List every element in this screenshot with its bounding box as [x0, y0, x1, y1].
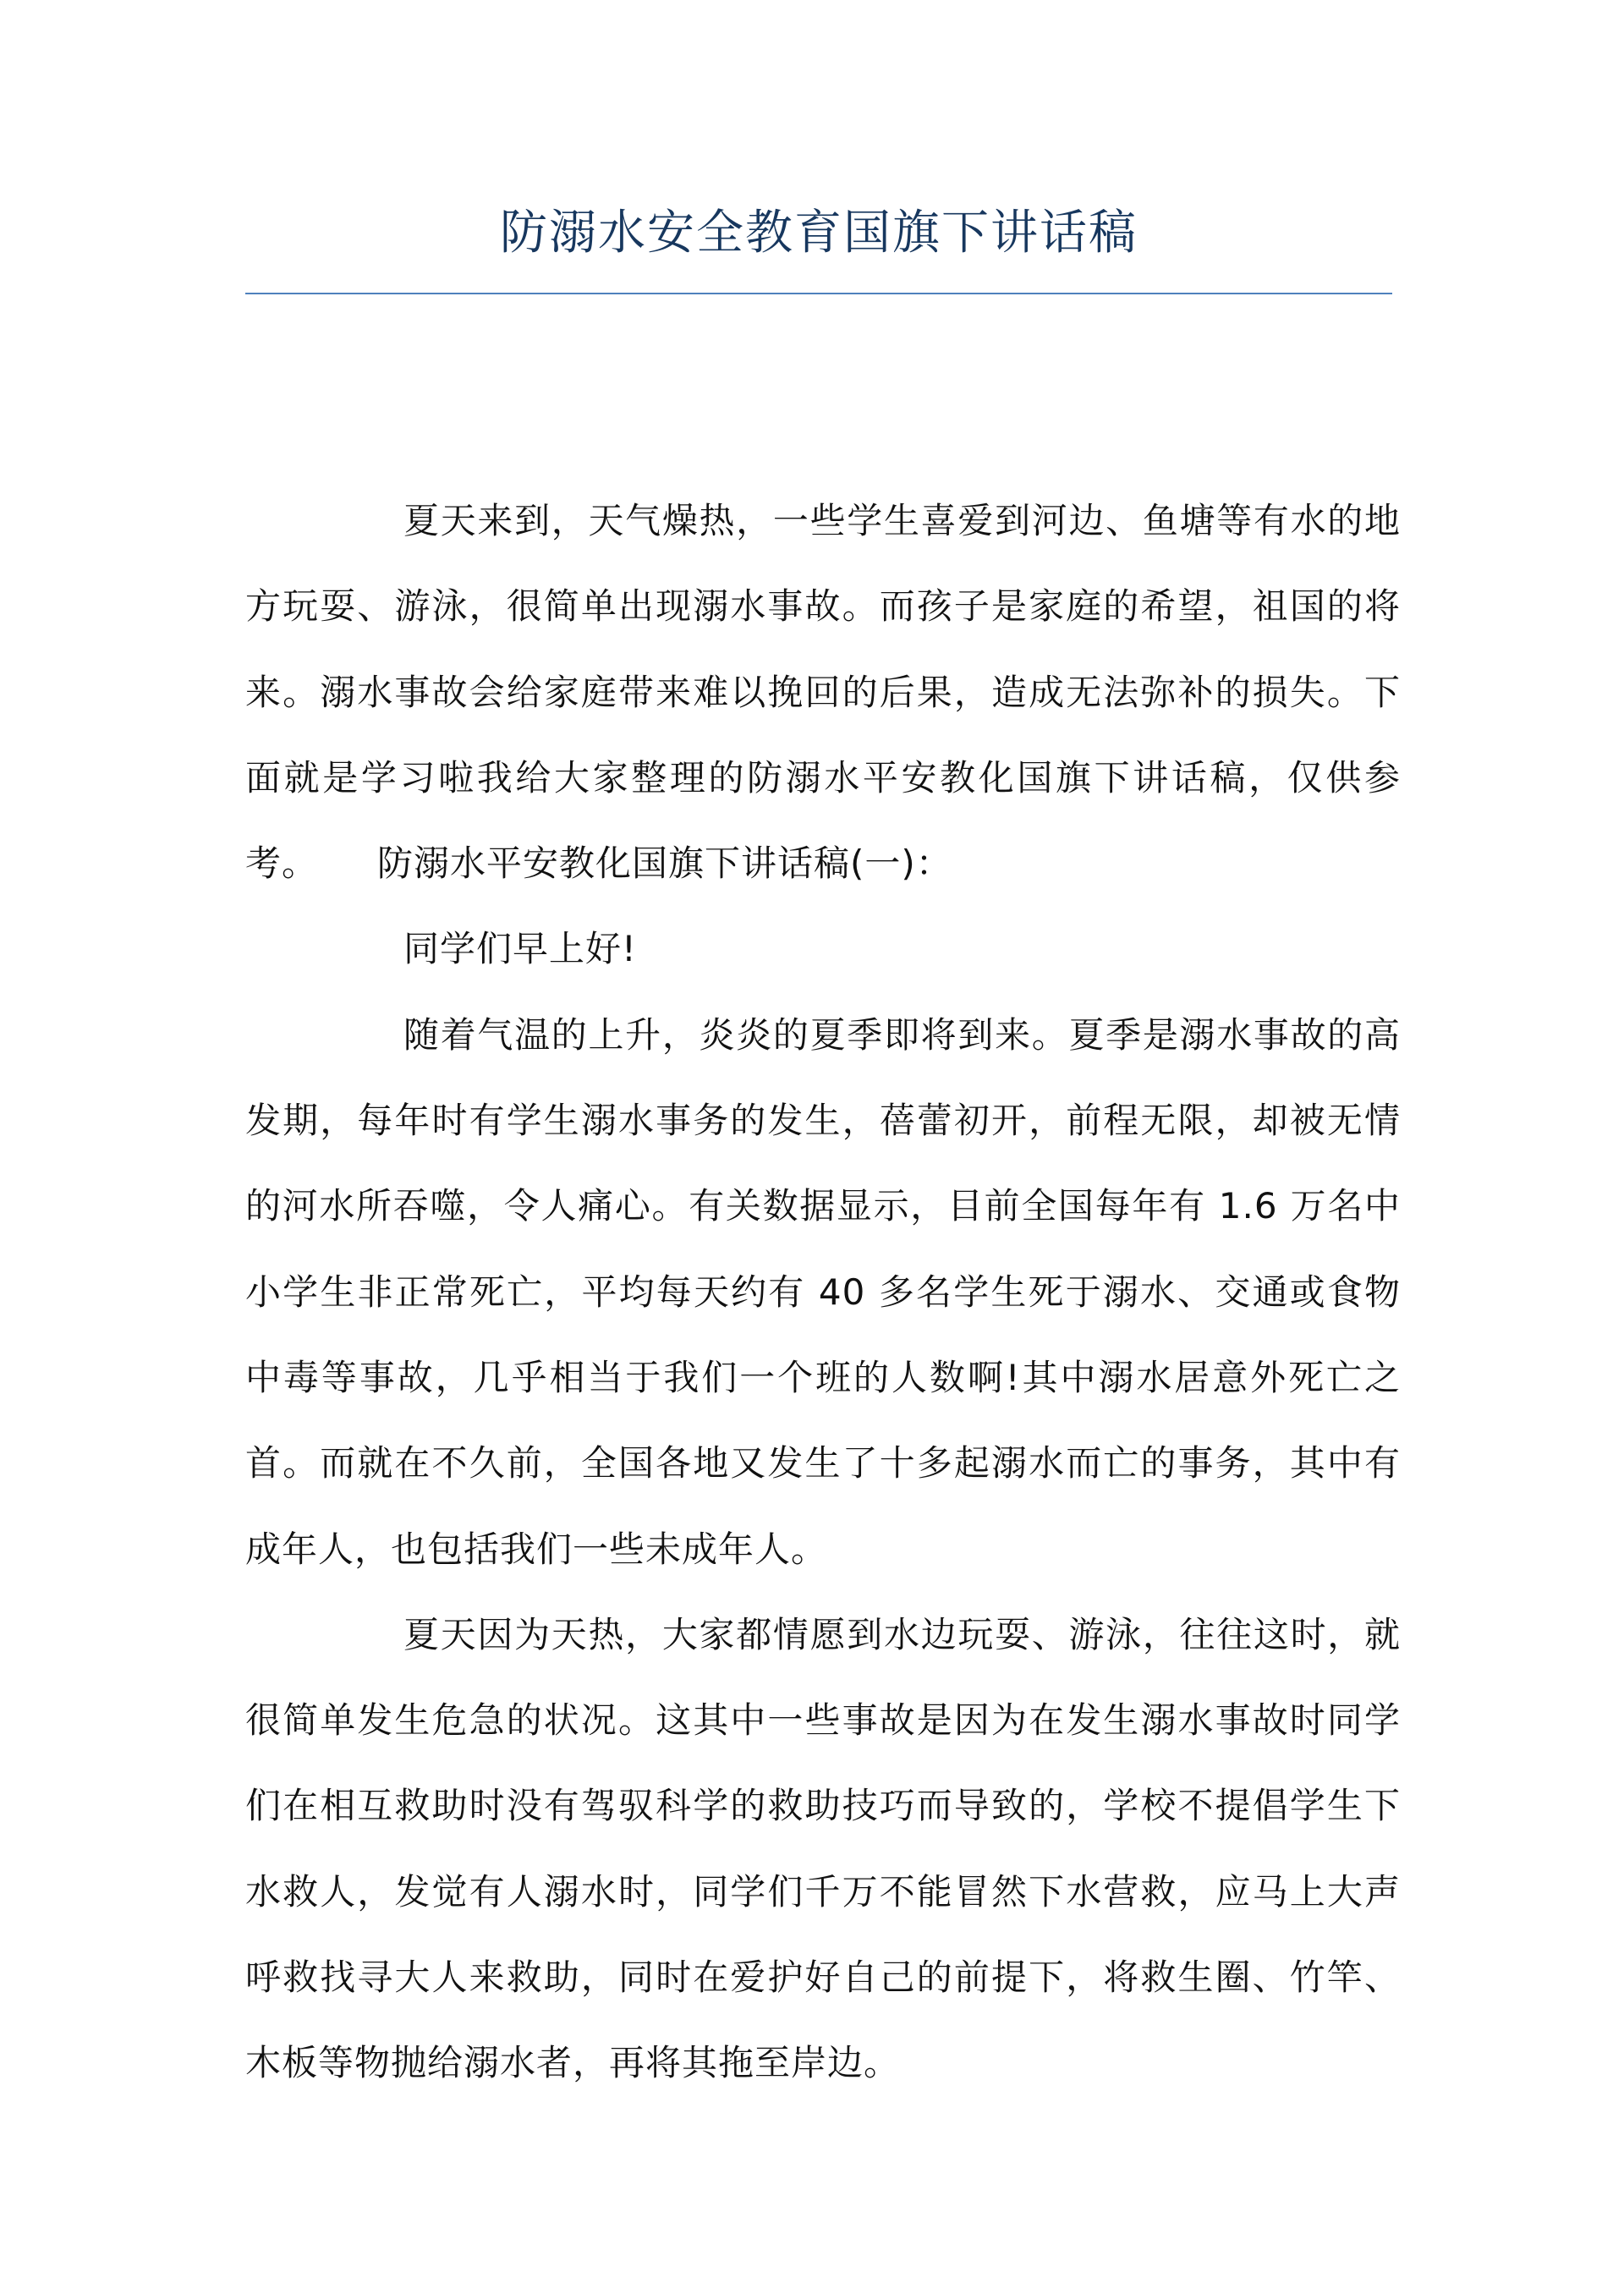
paragraph-statistics: 随着气温的上升，炎炎的夏季即将到来。夏季是溺水事故的高发期，每年时有学生溺水事务的发生，蓓蕾初开，前程无限，却被无情的河水所吞噬，令人痛心。有关数据显示，目前全国每年有 1.6 万名中小学生非正常死亡，平均每天约有 40 多名学生死于溺水、交通或食物中毒等事故，几乎相当于我们一个班的人数啊!其中溺水居意外死亡之首。而就在不久前，全国各地又发生了十多起溺水而亡的事务，其中有成年人，也包括我们一些未成年人。 [245, 1013, 1401, 1570]
document-title: 防溺水安全教育国旗下讲话稿 [500, 206, 1138, 261]
paragraph-safety-advice: 夏天因为天热，大家都情愿到水边玩耍、游泳，往往这时，就很简单发生危急的状况。这其中一些事故是因为在发生溺水事故时同学们在相互救助时没有驾驭科学的救助技巧而导致的，学校不提倡学生下水救人，发觉有人溺水时，同学们千万不能冒然下水营救，应马上大声呼救找寻大人来救助，同时在爱护好自己的前提下，将救生圈、竹竿、木板等物抛给溺水者，再将其拖至岸边。 [245, 1613, 1401, 2084]
title-underline [245, 293, 1392, 294]
paragraph-intro [245, 478, 1401, 906]
paragraph-greeting: 同学们早上好! [403, 928, 637, 970]
section-heading: 防溺水平安教化国旗下讲话稿(一)： [377, 842, 952, 885]
document-body [245, 478, 1401, 2106]
paragraph-intro-text: 夏天来到，天气燥热，一些学生喜爱到河边、鱼塘等有水的地方玩耍、游泳，很简单出现溺水事故。而孩子是家庭的希望，祖国的将来。溺水事故会给家庭带来难以挽回的后果，造成无法弥补的损失。下面就是学习啦我给大家整理的防溺水平安教化国旗下讲话稿，仅供参考。 [245, 500, 1401, 885]
